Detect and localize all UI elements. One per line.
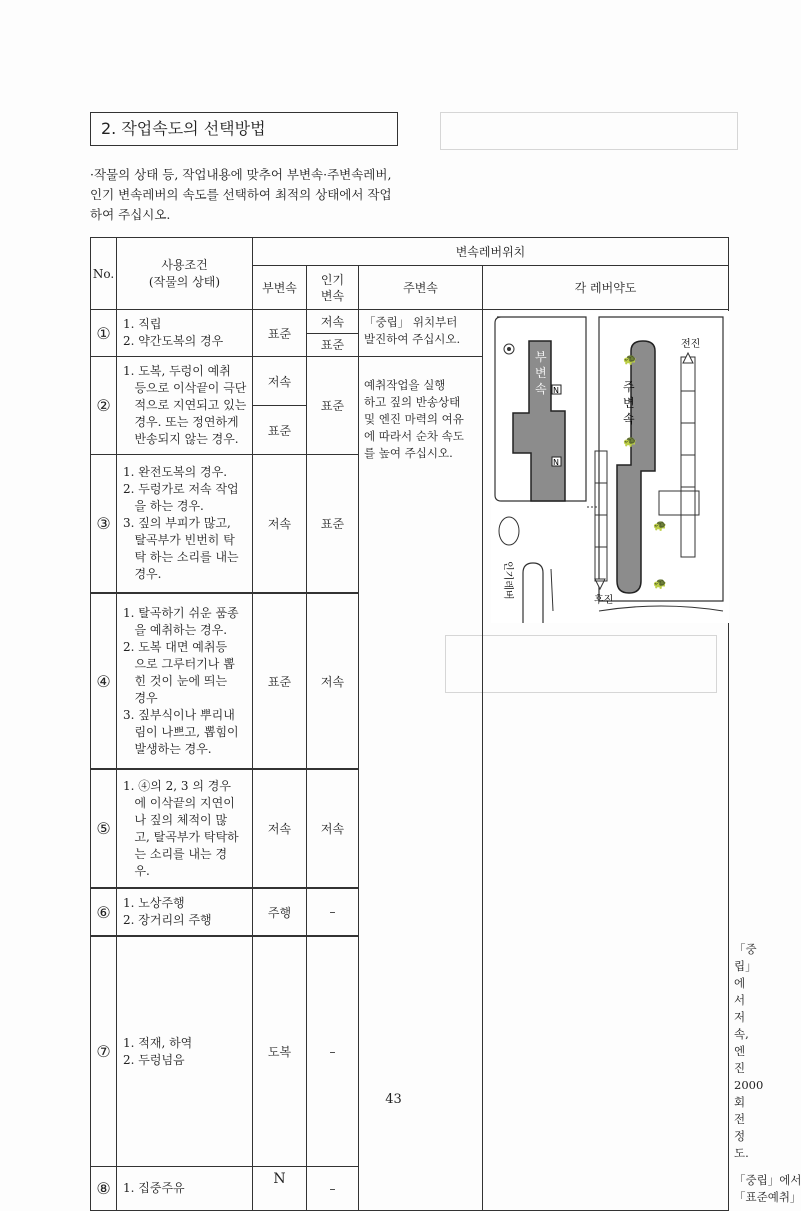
row-pull-speed: – [307, 937, 359, 1167]
svg-text:N: N [553, 386, 559, 395]
row-main-speed: 「중립」 위치부터 발진하여 주십시오. [359, 310, 483, 357]
row-condition: 1. ④의 2, 3 의 경우 에 이삭끝의 지연이 나 짚의 체적이 많 고, 탈곡부가 탁탁하 는 소리를 내는 경 우. [117, 770, 253, 888]
row-pull-speed: 표준 [307, 455, 359, 593]
row-sub-speed: 주행 [253, 889, 307, 936]
row-pull-speed: – [307, 1167, 359, 1211]
header-sub-speed: 부변속 [253, 266, 307, 310]
row-condition: 1. 노상주행 2. 장거리의 주행 [117, 889, 253, 936]
lever-diagram-cell [483, 310, 729, 1211]
section-title: 2. 작업속도의 선택방법 [90, 112, 398, 146]
row-pull-speed: 표준 [307, 357, 359, 455]
row-sub-speed: N [253, 1167, 307, 1211]
svg-text:🐢: 🐢 [653, 519, 667, 532]
row-condition: 1. 집중주유 [117, 1167, 253, 1211]
row-sub-speed-alt: 표준 [253, 406, 307, 455]
row-sub-speed: 저속 [253, 770, 307, 888]
turtle-icon: 🐢 [623, 353, 637, 366]
header-lever-diagram: 각 레버약도 [483, 266, 729, 310]
header-pull-speed: 인기 변속 [307, 266, 359, 310]
row-pull-speed: 저속 [307, 770, 359, 888]
svg-text:N: N [553, 458, 559, 467]
header-lever-position: 변속레버위치 [253, 238, 729, 266]
row-number: ⑥ [91, 889, 117, 936]
pull-lever-label: 인기레버 [502, 561, 513, 600]
row-condition: 1. 탈곡하기 쉬운 품종 을 예취하는 경우. 2. 도복 대면 예취등 으로 그루터기나 뽑 힌 것이 눈에 띄는 경우 3. 짚부식이나 뿌리내 림이 나쁘고, 뽑힘이 발생하는 경우. [117, 594, 253, 769]
row-pull-speed-alt: 표준 [307, 333, 359, 357]
row-pull-speed: – [307, 889, 359, 936]
row-number: ④ [91, 594, 117, 769]
row-number: ⑤ [91, 770, 117, 888]
forward-label: 전진 [681, 339, 701, 350]
row-number: ⑧ [91, 1167, 117, 1211]
svg-text:속: 속 [535, 382, 547, 396]
row-number: ② [91, 357, 117, 455]
svg-text:🐢: 🐢 [653, 577, 667, 590]
row-sub-speed: 도복 [253, 937, 307, 1167]
row-pull-speed: 저속 [307, 310, 359, 334]
row-pull-speed: 저속 [307, 594, 359, 769]
speed-selection-table: No. 사용조건 (작물의 상태) 변속레버위치 부변속 인기 변속 주변속 각 레버약도 ① 1. 직립 2. 약간도복의 경우 표준 저속 「중립」 위치부터 발진하여 주십시오. 부 변 속 N N 인기레버 주 변 속 전진 후진 🐢 🐢 🐢 🐢 표준 ② 1. 도복, 두렁이 예취 등으로 이삭끝이 극단 적으로 지연되고 있는 경우. 또는 정연하게 반송되지 않는 경우. 저속 표준 예취작업을 실행 하고 짚의 반송상태 및 엔진 마력의 여유 에 따라서 순차 속도 를 높여 주십시오. 표준 ③ 1. 완전도복의 경우. 2. 두렁가로 저속 작업 을 하는 경우. 3. 짚의 부피가 많고, 탈곡부가 빈번히 탁 탁 하는 소리를 내는 경우. 저속 표준 ④ 1. 탈곡하기 쉬운 품종 을 예취하는 경우. 2. 도복 대면 예취등 으로 그루터기나 뽑 힌 것이 눈에 띄는 경우 3. 짚부식이나 뿌리내 림이 나쁘고, 뽑힘이 발생하는 경우. 표준 저속 ⑤ 1. ④의 2, 3 의 경우 에 이삭끝의 지연이 나 짚의 체적이 많 고, 탈곡부가 탁탁하 는 소리를 내는 경 우. 저속 저속 ⑥ 1. 노상주행 2. 장거리의 주행 주행 – ⑦ 1. 적재, 하역 2. 두렁넘음 도복 – 「중립」에서 저속, 엔진 2000 회전 정도. ⑧ 1. 집중주유 N – 「중립」에서 「표준예취」 [90, 237, 729, 1211]
row-sub-speed: 표준 [253, 594, 307, 769]
row-main-speed: 예취작업을 실행 하고 짚의 반송상태 및 엔진 마력의 여유 에 따라서 순차 속도 를 높여 주십시오. [359, 357, 483, 1211]
row-condition: 1. 직립 2. 약간도복의 경우 [117, 310, 253, 357]
row-number: ③ [91, 455, 117, 593]
header-main-speed: 주변속 [359, 266, 483, 310]
header-condition: 사용조건 (작물의 상태) [117, 238, 253, 310]
row-condition: 1. 적재, 하역 2. 두렁넘음 [117, 937, 253, 1167]
row-condition: 1. 완전도복의 경우. 2. 두렁가로 저속 작업 을 하는 경우. 3. 짚의 부피가 많고, 탈곡부가 빈번히 탁 탁 하는 소리를 내는 경우. [117, 455, 253, 593]
row-sub-speed: 표준 [253, 310, 307, 357]
row-sub-speed: 저속 [253, 455, 307, 593]
svg-text:변: 변 [535, 366, 547, 380]
reverse-label: 후진 [594, 595, 614, 606]
main-speed-label: 주 [623, 380, 635, 394]
page-number: 43 [385, 1092, 402, 1107]
header-no: No. [91, 238, 117, 310]
sub-speed-label: 부 [535, 350, 547, 364]
svg-text:🐢: 🐢 [623, 435, 637, 448]
row-number: ⑦ [91, 937, 117, 1167]
lever-diagram [491, 311, 729, 623]
row-number: ① [91, 310, 117, 357]
svg-text:속: 속 [623, 412, 635, 426]
svg-text:변: 변 [623, 396, 635, 410]
intro-paragraph: ·작물의 상태 등, 작업내용에 맞추어 부변속·주변속레버, 인기 변속레버의 속도를 선택하여 최적의 상태에서 작업하여 주십시오. [90, 167, 392, 222]
bleed-through-box [440, 112, 738, 150]
row-condition: 1. 도복, 두렁이 예취 등으로 이삭끝이 극단 적으로 지연되고 있는 경우. 또는 정연하게 반송되지 않는 경우. [117, 357, 253, 455]
row-sub-speed: 저속 [253, 357, 307, 406]
